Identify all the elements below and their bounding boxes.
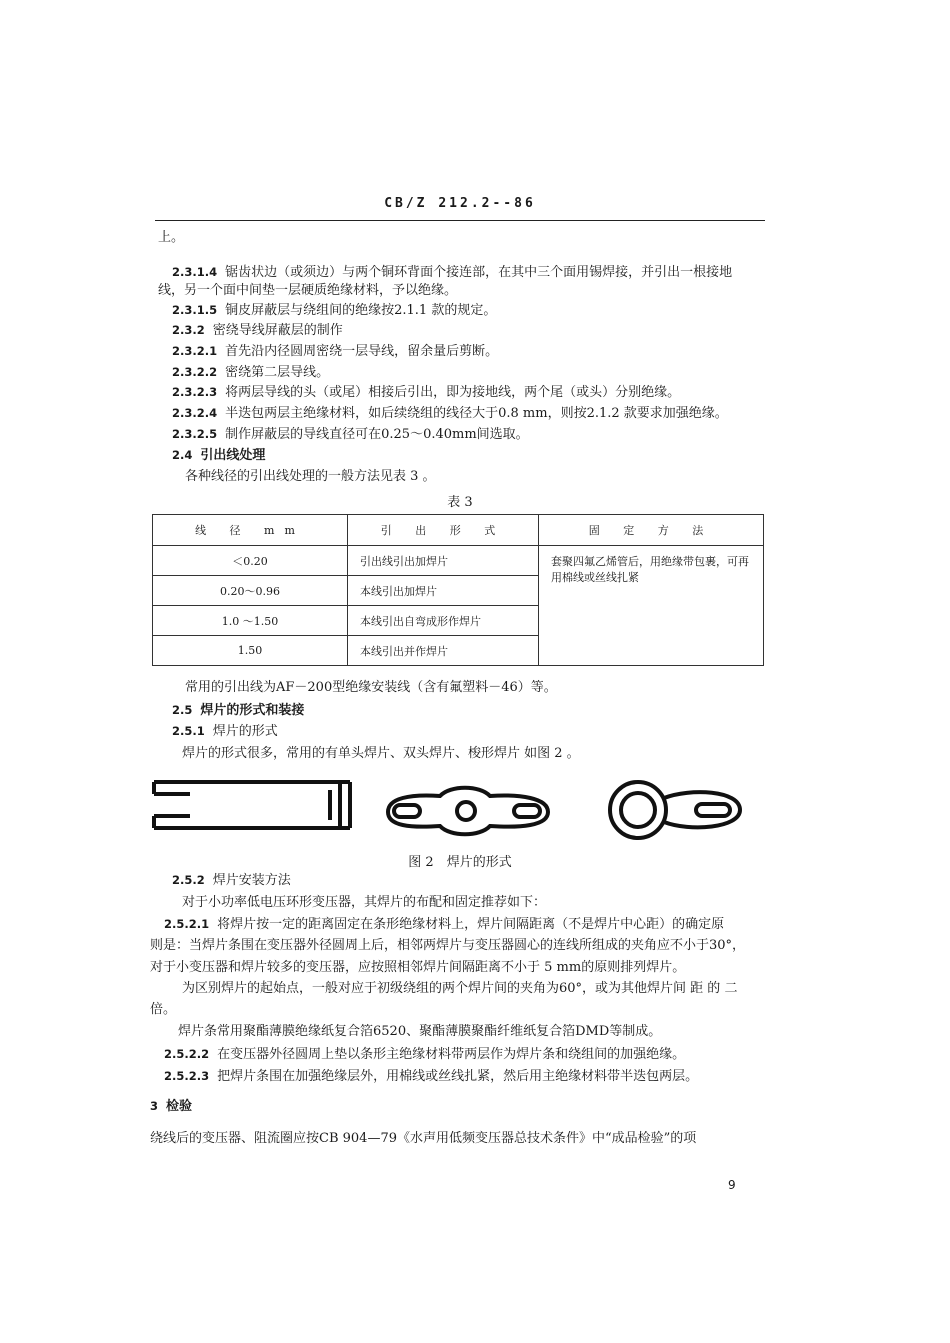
clause-text: 锯齿状边（或须边）与两个铜环背面个接连部，在其中三个面用锡焊接，并引出一根接地 xyxy=(225,265,733,280)
table-cell: 1.0 ～1.50 xyxy=(153,606,348,636)
clause-text: 焊片的形式 xyxy=(212,724,278,739)
single-head-tab xyxy=(154,782,340,828)
clause-text: 将焊片按一定的距离固定在条形绝缘材料上，焊片间隔距离（不是焊片中心距）的确定原 xyxy=(217,917,725,932)
clause-2-5-1 xyxy=(172,723,278,740)
clause-text: 制作屏蔽层的导线直径可在0.25～0.40mm间选取。 xyxy=(225,427,529,442)
header-code: CB/Z 212.2--86 xyxy=(384,196,536,211)
section-title: 检验 xyxy=(166,1099,193,1114)
clause-text: 在变压器外径圆周上垫以条形主绝缘材料带两层作为焊片条和绕组间的加强绝缘。 xyxy=(217,1047,686,1062)
header-cell: 引 出 形 式 xyxy=(348,515,539,546)
header-cell: 固 定 方 法 xyxy=(539,515,764,546)
section-number: 2.4 xyxy=(172,448,193,462)
text-line: 为区别焊片的起始点，一般对应于初级绕组的两个焊片间的夹角为60°，或为其他焊片间 距 的 二 xyxy=(182,981,738,996)
clause-number: 2.5.2 xyxy=(172,873,205,887)
table-header-row xyxy=(153,515,764,546)
clause-2-3-2-2 xyxy=(172,364,329,381)
text-line: 各种线径的引出线处理的一般方法见表 3 。 xyxy=(185,469,436,484)
section-title: 焊片的形式和装接 xyxy=(200,703,305,718)
clause-2-3-2-4 xyxy=(172,405,728,422)
clause-2-3-2-3 xyxy=(172,384,680,401)
figure-2-solder-tabs xyxy=(150,770,750,840)
clause-number: 2.3.1.4 xyxy=(172,265,218,279)
fix-method-cell: 套聚四氟乙烯管后，用绝缘带包裹，可再用棉线或丝线扎紧 xyxy=(539,546,764,666)
table-cell: 1.50 xyxy=(153,636,348,666)
clause-number: 2.3.2.4 xyxy=(172,406,218,420)
clause-number: 2.3.2.5 xyxy=(172,427,218,441)
text-line: 倍。 xyxy=(150,1002,177,1017)
table-cell: 本线引出并作焊片 xyxy=(348,636,539,666)
clause-2-5-2 xyxy=(172,872,291,889)
clause-number: 2.5.1 xyxy=(172,724,205,738)
clause-2-5-2-3 xyxy=(164,1068,698,1085)
section-number: 3 xyxy=(150,1099,159,1113)
page-header xyxy=(155,196,765,221)
text-line: 常用的引出线为AF－200型绝缘安装线（含有氟塑料－46）等。 xyxy=(185,680,557,695)
ring-tab xyxy=(610,782,740,838)
figure-caption: 图 2 焊片的形式 xyxy=(408,855,512,870)
clause-text: 铜皮屏蔽层与绕组间的绝缘按2.1.1 款的规定。 xyxy=(225,303,497,318)
section-2-5-heading xyxy=(172,702,304,719)
clause-number: 2.5.2.3 xyxy=(164,1069,210,1083)
clause-text: 将两层导线的头（或尾）相接后引出，即为接地线，两个尾（或头）分别绝缘。 xyxy=(225,385,681,400)
table-cell: 引出线引出加焊片 xyxy=(348,546,539,576)
clause-text: 密绕第二层导线。 xyxy=(225,365,330,380)
table-cell: ＜0.20 xyxy=(153,546,348,576)
shuttle-tab xyxy=(388,788,548,835)
text-line: 上。 xyxy=(158,230,185,245)
table-cell: 本线引出自弯成形作焊片 xyxy=(348,606,539,636)
clause-text: 半迭包两层主绝缘材料，如后续绕组的线径大于0.8 mm，则按2.1.2 款要求加强绝缘。 xyxy=(225,406,728,421)
text-line: 焊片条常用聚酯薄膜绝缘纸复合箔6520、聚酯薄膜聚酯纤维纸复合箔DMD等制成。 xyxy=(178,1024,662,1039)
clause-2-3-1-4 xyxy=(172,264,732,281)
table-caption: 表 3 xyxy=(447,495,473,510)
clause-number: 2.5.2.2 xyxy=(164,1047,210,1061)
clause-2-3-2-5 xyxy=(172,426,529,443)
clause-text: 把焊片条围在加强绝缘层外，用棉线或丝线扎紧，然后用主绝缘材料带半迭包两层。 xyxy=(217,1069,699,1084)
clause-text: 焊片安装方法 xyxy=(212,873,291,888)
clause-2-3-2-1 xyxy=(172,343,498,360)
clause-2-3-1-5 xyxy=(172,302,496,319)
section-number: 2.5 xyxy=(172,703,193,717)
page-number: 9 xyxy=(728,1178,736,1192)
table-3 xyxy=(152,514,764,666)
clause-number: 2.5.2.1 xyxy=(164,917,210,931)
clause-number: 2.3.2.2 xyxy=(172,365,218,379)
header-cell: 线 径 mm xyxy=(153,515,348,546)
table-cell: 0.20～0.96 xyxy=(153,576,348,606)
section-title: 引出线处理 xyxy=(200,448,266,463)
section-2-4-heading xyxy=(172,447,265,464)
clause-2-5-2-1 xyxy=(164,916,724,933)
clause-2-5-2-2 xyxy=(164,1046,685,1063)
table-cell: 本线引出加焊片 xyxy=(348,576,539,606)
text-line: 对于小变压器和焊片较多的变压器，应按照相邻焊片间隔距离不小于 5 mm的原则排列焊片。 xyxy=(150,960,686,975)
text-line: 对于小功率低电压环形变压器，其焊片的布配和固定推荐如下： xyxy=(182,895,547,910)
clause-number: 2.3.2.3 xyxy=(172,385,218,399)
clause-number: 2.3.2 xyxy=(172,323,205,337)
clause-number: 2.3.2.1 xyxy=(172,344,218,358)
section-3-heading xyxy=(150,1098,192,1115)
text-line: 则是：当焊片条围在变压器外径圆周上后，相邻两焊片与变压器圆心的连线所组成的夹角应不小于30°， xyxy=(150,938,746,953)
clause-text: 首先沿内径圆周密绕一层导线，留余量后剪断。 xyxy=(225,344,499,359)
table-row xyxy=(153,546,764,576)
text-line: 焊片的形式很多，常用的有单头焊片、双头焊片、梭形焊片 如图 2 。 xyxy=(182,746,580,761)
text-line: 绕线后的变压器、阻流圈应按CB 904—79《水声用低频变压器总技术条件》中“成品检验”的项 xyxy=(150,1131,697,1146)
clause-2-3-2 xyxy=(172,322,343,339)
clause-text: 密绕导线屏蔽层的制作 xyxy=(212,323,343,338)
clause-number: 2.3.1.5 xyxy=(172,303,218,317)
text-line: 线，另一个面中间垫一层硬质绝缘材料，予以绝缘。 xyxy=(158,283,458,298)
